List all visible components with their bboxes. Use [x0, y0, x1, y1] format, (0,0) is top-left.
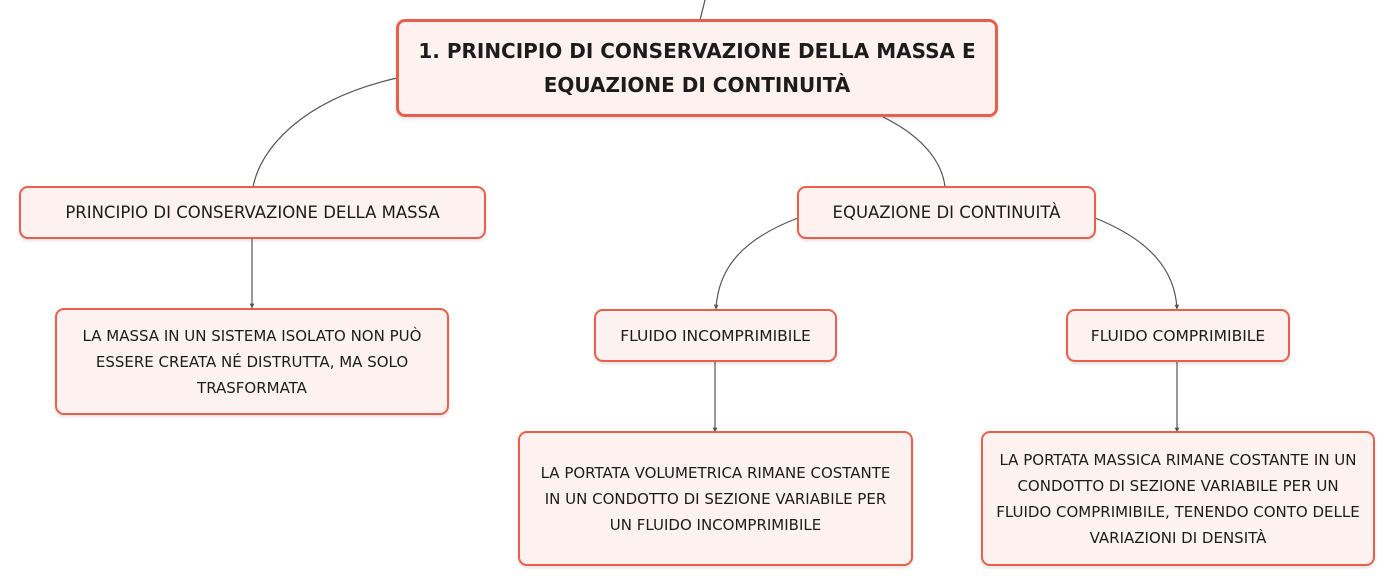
node-equazione-continuita-label: EQUAZIONE DI CONTINUITÀ — [832, 203, 1061, 222]
root-node[interactable] — [396, 19, 998, 117]
node-comprimibile-detail[interactable] — [981, 431, 1375, 566]
node-incomprimibile-detail[interactable] — [518, 431, 913, 566]
root-node-label: 1. PRINCIPIO DI CONSERVAZIONE DELLA MASSA E EQUAZIONE DI CONTINUITÀ — [418, 39, 976, 97]
node-principio-conservazione-massa-label: PRINCIPIO DI CONSERVAZIONE DELLA MASSA — [65, 203, 440, 222]
node-fluido-incomprimibile-label: FLUIDO INCOMPRIMIBILE — [620, 326, 811, 345]
node-incomprimibile-detail-label: LA PORTATA VOLUMETRICA RIMANE COSTANTE IN UN CONDOTTO DI SEZIONE VARIABILE PER UN FLUIDO INCOMPRIMIBILE — [540, 463, 891, 534]
node-fluido-comprimibile[interactable] — [1066, 309, 1290, 362]
connector-continuity-to-incompressible — [716, 218, 798, 309]
node-fluido-comprimibile-label: FLUIDO COMPRIMIBILE — [1090, 326, 1266, 345]
connector-root-to-continuity — [883, 117, 945, 187]
node-fluido-incomprimibile[interactable] — [594, 309, 837, 362]
connector-incoming — [700, 0, 705, 20]
connector-root-to-mass — [253, 78, 397, 187]
node-massa-detail-label: LA MASSA IN UN SISTEMA ISOLATO NON PUÒ ESSERE CREATA NÉ DISTRUTTA, MA SOLO TRASFORMATA — [82, 326, 422, 397]
node-principio-conservazione-massa[interactable] — [19, 186, 486, 239]
node-equazione-continuita[interactable] — [797, 186, 1096, 239]
node-comprimibile-detail-label: LA PORTATA MASSICA RIMANE COSTANTE IN UN CONDOTTO DI SEZIONE VARIABILE PER UN FLUIDO COMPRIMIBILE, TENENDO CONTO DELLE VARIAZIONI DI DENSITÀ — [996, 450, 1360, 547]
node-massa-detail[interactable] — [55, 308, 449, 415]
connector-continuity-to-compressible — [1095, 218, 1177, 309]
